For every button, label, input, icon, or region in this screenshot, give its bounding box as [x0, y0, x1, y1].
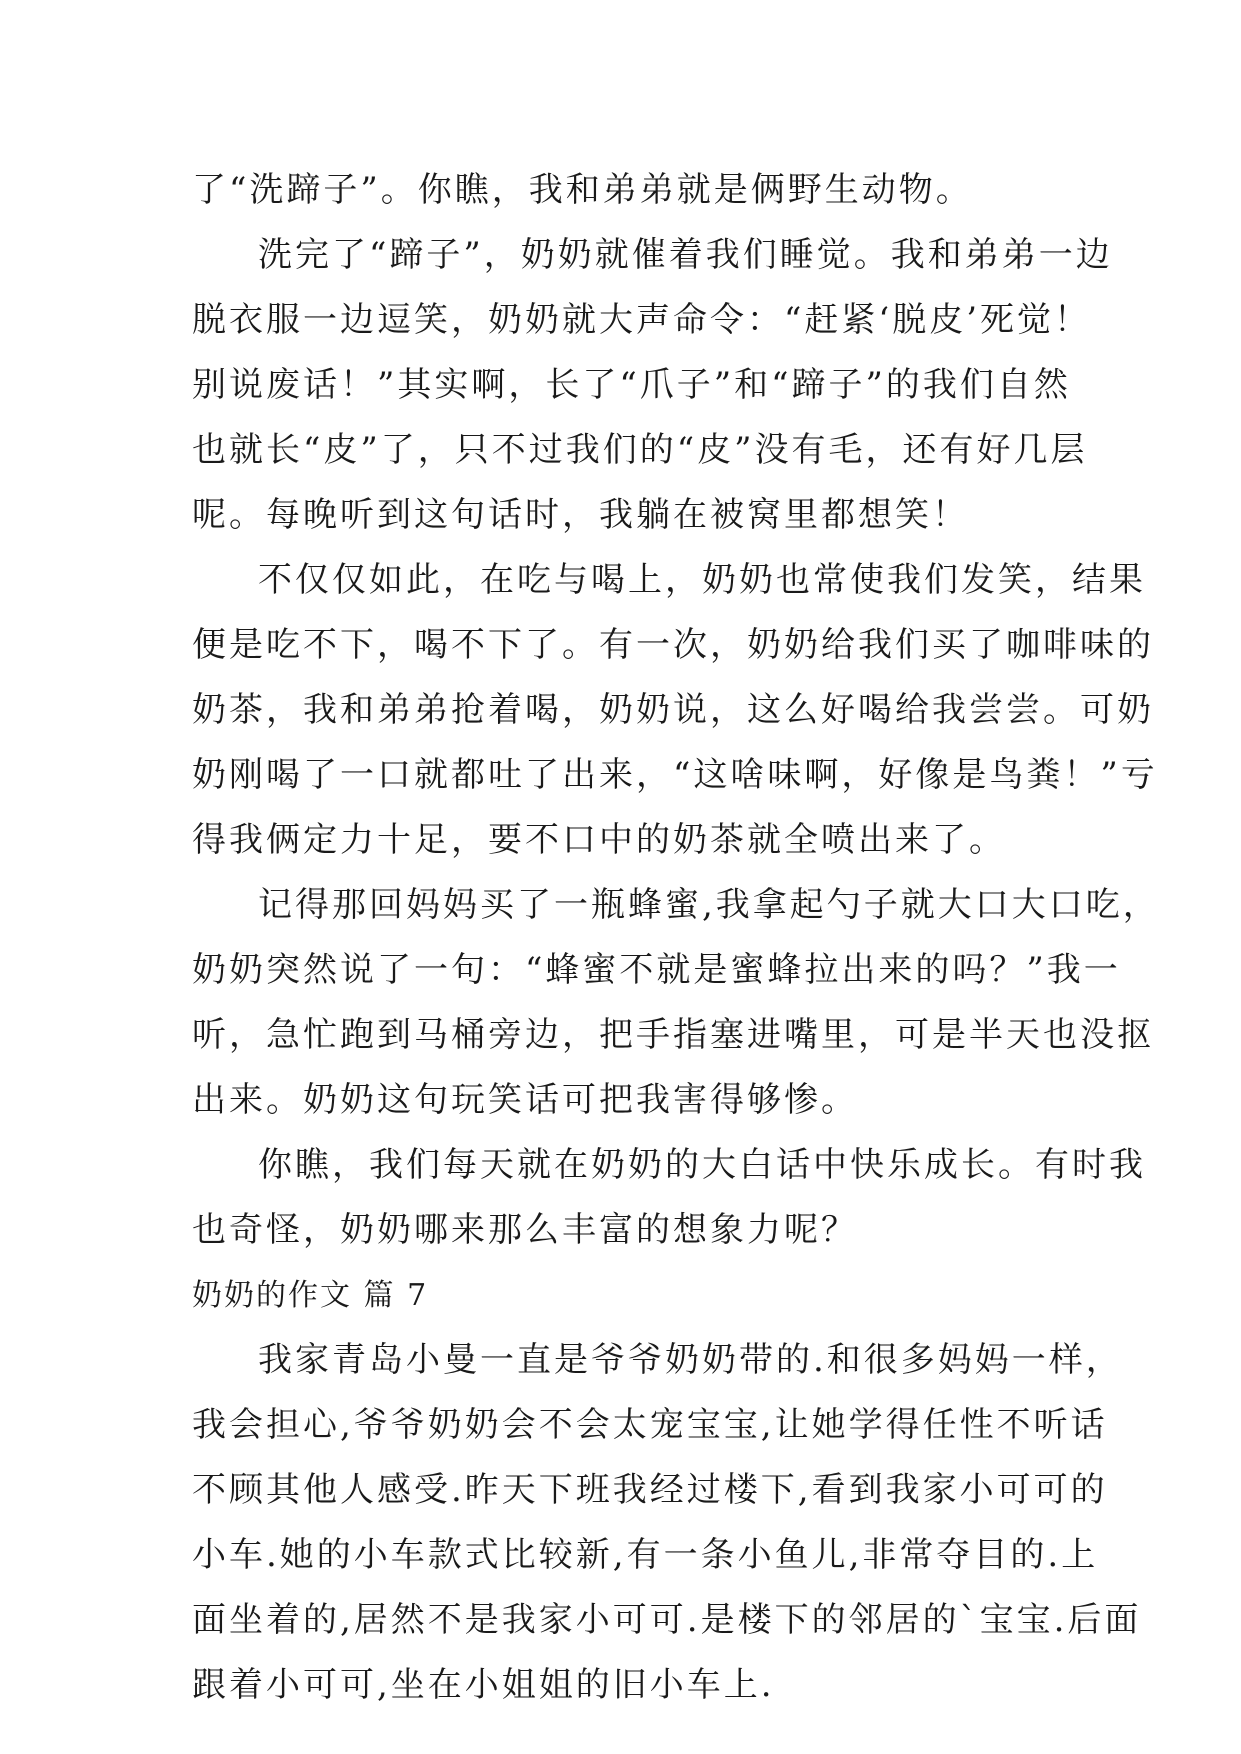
text-line: 奶奶突然说了一句：“蜂蜜不就是蜜蜂拉出来的吗？”我一	[192, 950, 1121, 990]
text-line: 跟着小可可,坐在小姐姐的旧小车上.	[192, 1665, 775, 1705]
text-line: 面坐着的,居然不是我家小可可.是楼下的邻居的`宝宝.后面	[192, 1600, 1142, 1640]
paragraph	[192, 548, 1158, 873]
text-line: 了“洗蹄子”。你瞧，我和弟弟就是俩野生动物。	[192, 170, 973, 210]
paragraph	[192, 1328, 1142, 1718]
text-line: 别说废话！”其实啊，长了“爪子”和“蹄子”的我们自然	[192, 365, 1071, 405]
text-line: 得我俩定力十足，要不口中的奶茶就全喷出来了。	[192, 820, 1006, 860]
paragraph	[192, 158, 1052, 223]
document-body	[192, 158, 1160, 1718]
text-line: 洗完了“蹄子”，奶奶就催着我们睡觉。我和弟弟一边	[258, 235, 1113, 275]
text-line: 不仅仅如此，在吃与喝上，奶奶也常使我们发笑，结果	[258, 560, 1146, 600]
text-line: 呢。每晚听到这句话时，我躺在被窝里都想笑！	[192, 495, 969, 535]
text-line: 奶刚喝了一口就都吐了出来，“这啥味啊，好像是鸟粪！”亏	[192, 755, 1158, 795]
text-line: 小车.她的小车款式比较新,有一条小鱼儿,非常夺目的.上	[192, 1535, 1099, 1575]
text-line: 出来。奶奶这句玩笑话可把我害得够惨。	[192, 1080, 858, 1120]
text-line: 脱衣服一边逗笑，奶奶就大声命令：“赶紧‘脱皮’死觉！	[192, 300, 1091, 340]
text-line: 也就长“皮”了，只不过我们的“皮”没有毛，还有好几层	[192, 430, 1088, 470]
text-line: 奶茶，我和弟弟抢着喝，奶奶说，这么好喝给我尝尝。可奶	[192, 690, 1154, 730]
text-line: 不顾其他人感受.昨天下班我经过楼下,看到我家小可可的	[192, 1470, 1108, 1510]
text-line: 你瞧，我们每天就在奶奶的大白话中快乐成长。有时我	[258, 1145, 1146, 1185]
section-heading: 奶奶的作文 篇 7	[192, 1278, 429, 1313]
text-line: 我会担心,爷爷奶奶会不会太宠宝宝,让她学得任性不听话	[192, 1405, 1108, 1445]
text-line: 记得那回妈妈买了一瓶蜂蜜,我拿起勺子就大口大口吃，	[258, 885, 1160, 925]
text-line: 便是吃不下，喝不下了。有一次，奶奶给我们买了咖啡味的	[192, 625, 1154, 665]
text-line: 也奇怪，奶奶哪来那么丰富的想象力呢？	[192, 1210, 858, 1250]
paragraph	[192, 873, 1160, 1133]
paragraph	[192, 223, 1113, 548]
text-line: 听，急忙跑到马桶旁边，把手指塞进嘴里，可是半天也没抠	[192, 1015, 1154, 1055]
paragraph	[192, 1133, 1146, 1263]
text-line: 我家青岛小曼一直是爷爷奶奶带的.和很多妈妈一样，	[258, 1340, 1123, 1380]
